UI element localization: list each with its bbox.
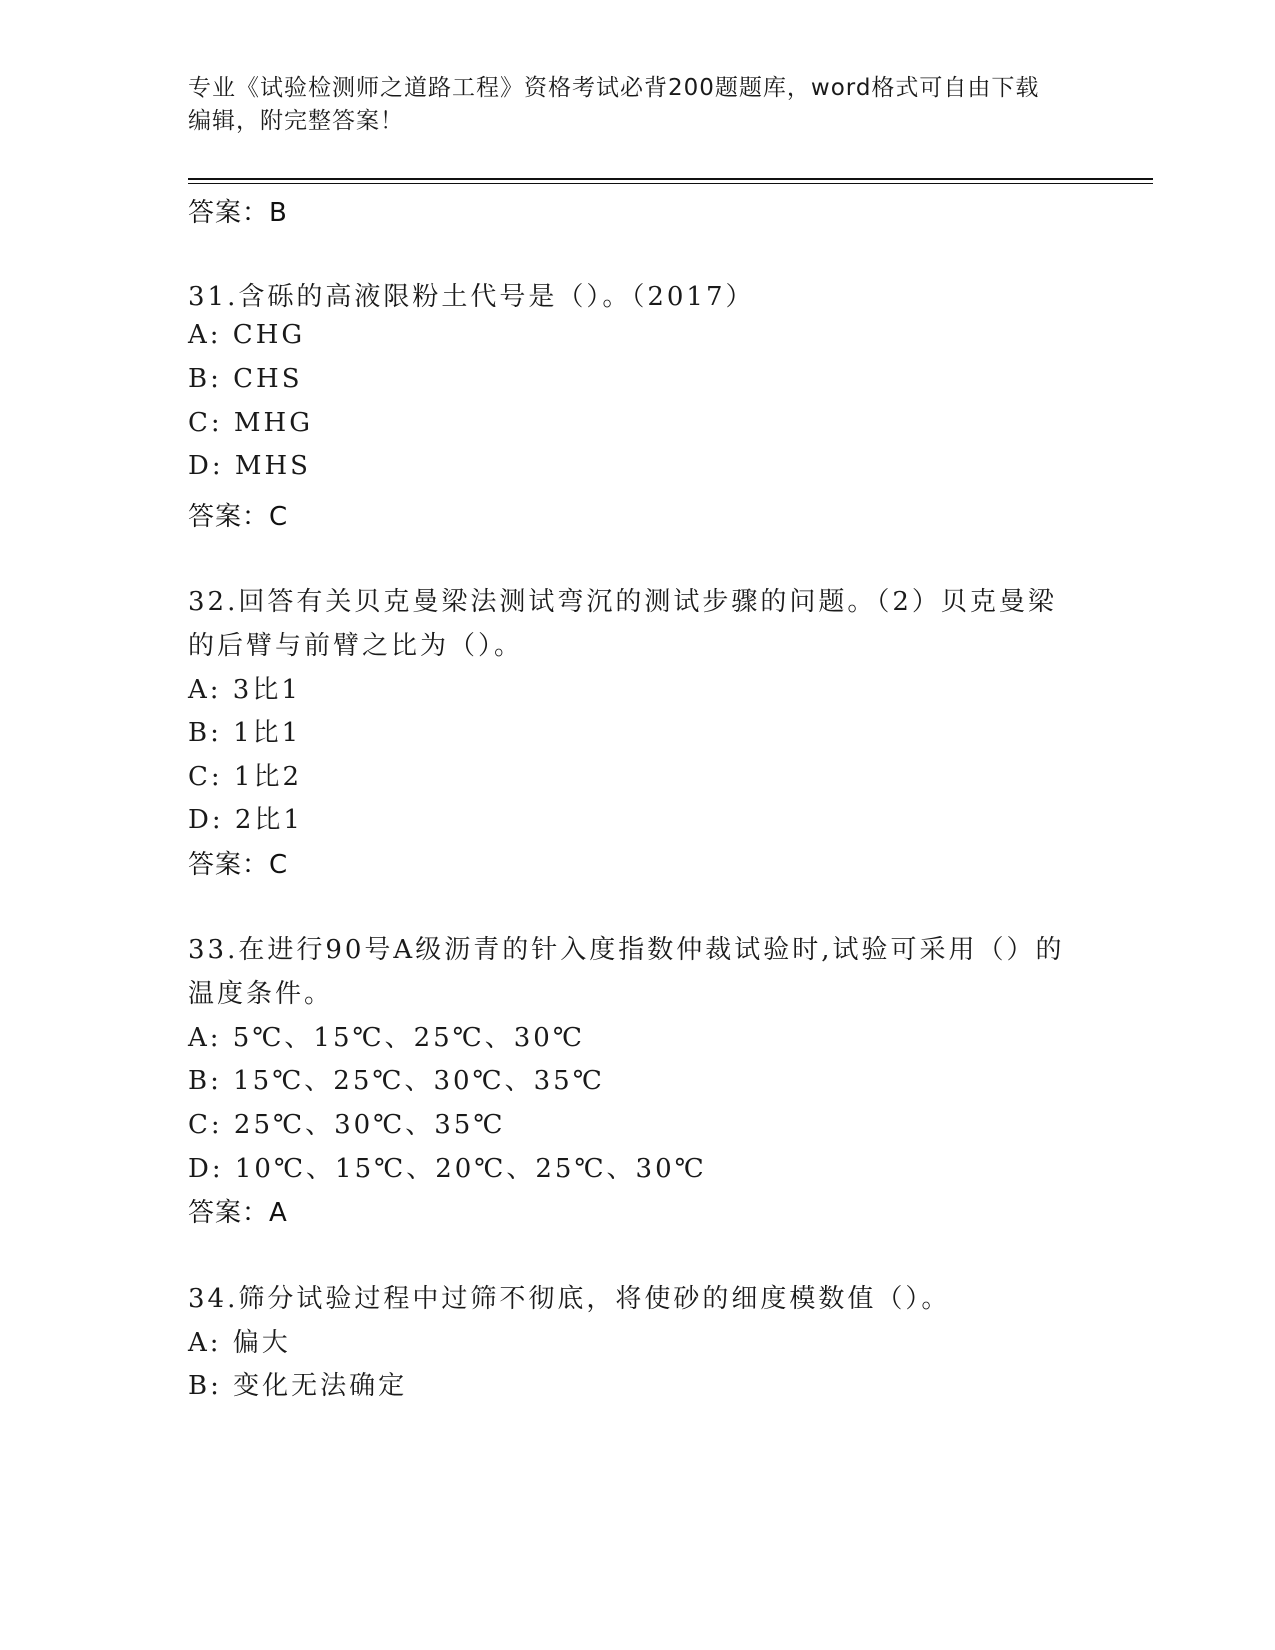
question-33-text-line-1: 33.在进行90号A级沥青的针入度指数仲裁试验时,试验可采用（）的 [188,935,1065,965]
question-33-text-line-2: 温度条件。 [188,979,334,1009]
question-31-option-a: A: CHG [188,320,306,350]
question-33-option-b: B: 15℃、25℃、30℃、35℃ [188,1066,605,1096]
question-32-option-c: C: 1比2 [188,762,303,792]
header-line-2: 编辑，附完整答案！ [188,108,404,134]
question-31-option-d: D: MHS [188,451,311,481]
question-32-text-line-2: 的后臂与前臂之比为（）。 [188,631,524,661]
question-32-answer: 答案：C [188,850,289,880]
question-33-answer: 答案：A [188,1198,288,1228]
question-32-option-d: D: 2比1 [188,805,303,835]
header-divider-thick [188,178,1153,180]
question-34-text: 34.筛分试验过程中过筛不彻底，将使砂的细度模数值（）。 [188,1284,951,1314]
question-33-option-d: D: 10℃、15℃、20℃、25℃、30℃ [188,1154,707,1184]
question-32-text-line-1: 32.回答有关贝克曼梁法测试弯沉的测试步骤的问题。（2）贝克曼梁 [188,587,1057,617]
header-line-1: 专业《试验检测师之道路工程》资格考试必背200题题库，word格式可自由下载 [188,75,1040,101]
question-34-option-a: A: 偏大 [188,1328,291,1358]
question-33-option-c: C: 25℃、30℃、35℃ [188,1110,506,1140]
question-33-option-a: A: 5℃、15℃、25℃、30℃ [188,1023,585,1053]
question-32-option-a: A: 3比1 [188,675,301,705]
header-divider-thin [188,183,1153,184]
question-32-option-b: B: 1比1 [188,718,302,748]
question-31-answer: 答案：C [188,502,289,532]
document-header [188,72,1088,138]
question-31-option-c: C: MHG [188,408,313,438]
question-31-option-b: B: CHS [188,364,303,394]
question-31-text: 31.含砾的高液限粉土代号是（）。（2017） [188,282,755,312]
question-34-option-b: B: 变化无法确定 [188,1371,408,1401]
previous-answer: 答案：B [188,198,288,228]
